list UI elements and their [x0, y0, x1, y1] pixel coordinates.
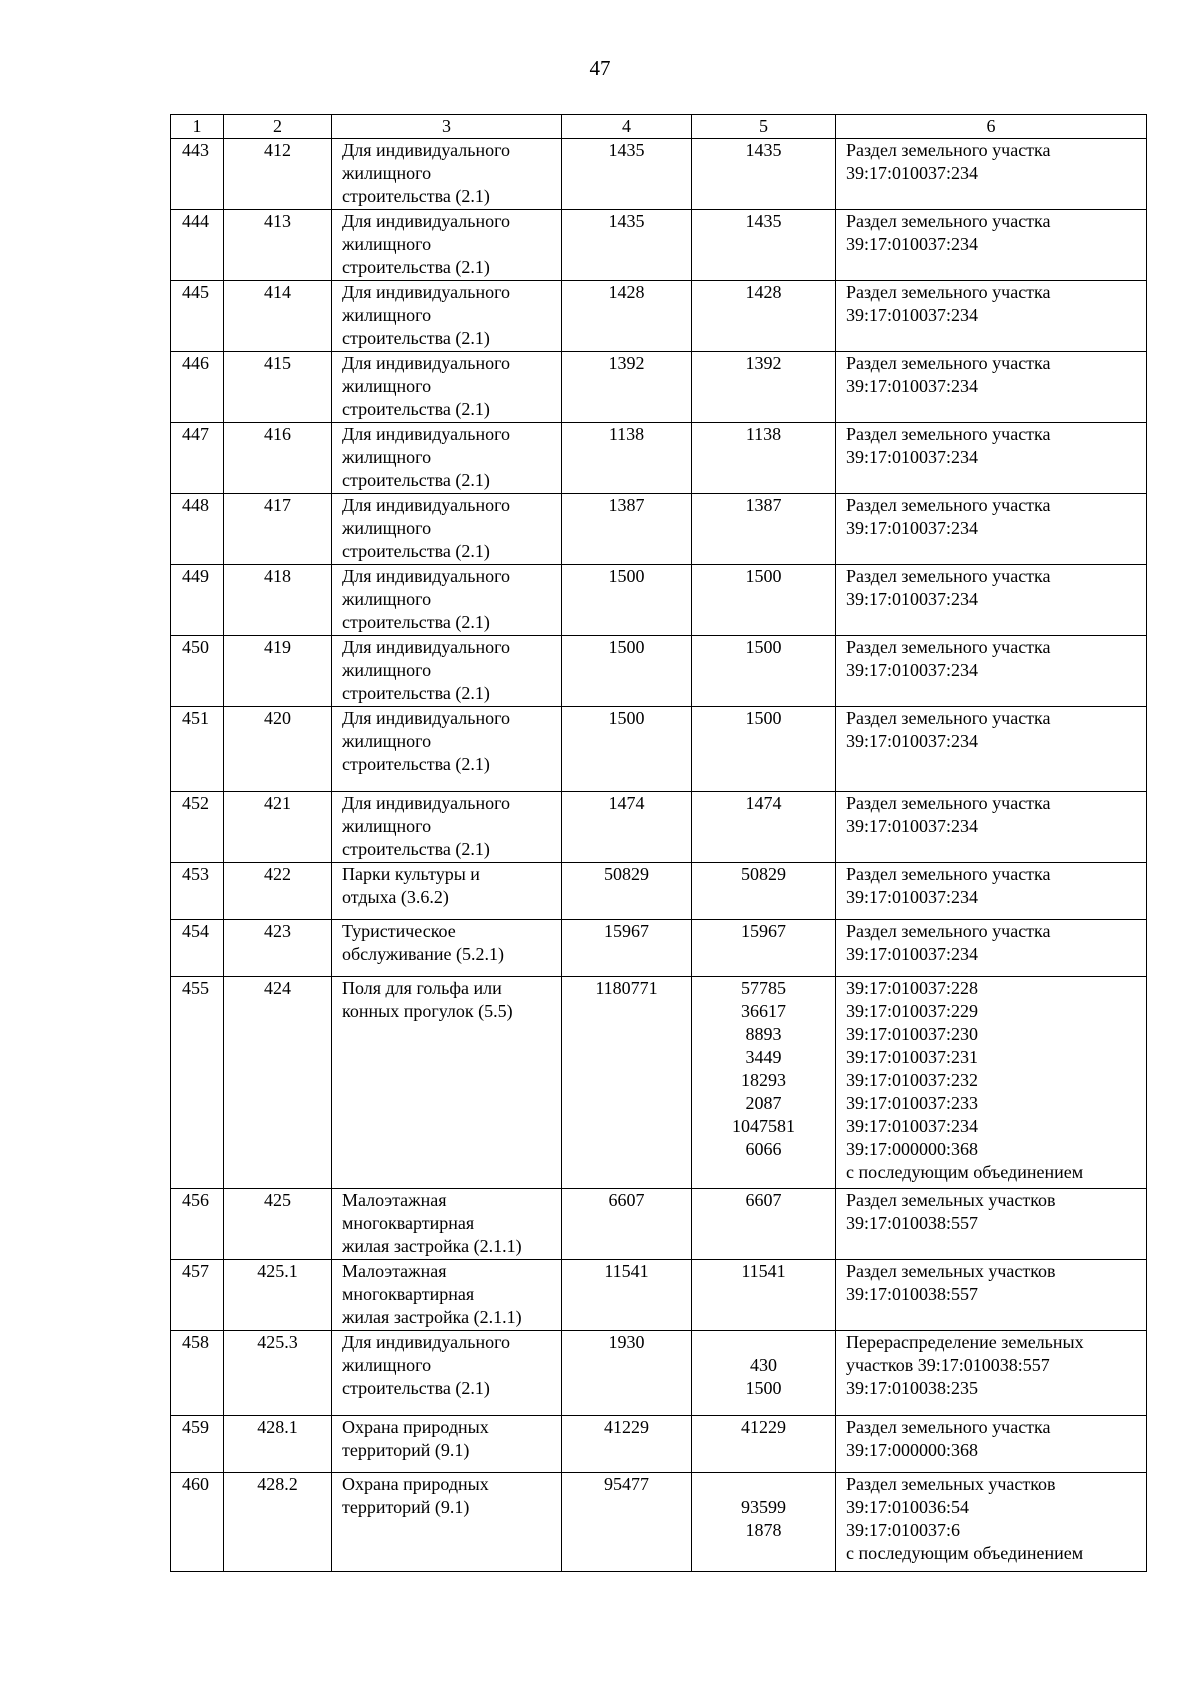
cell-line: Для индивидуального — [342, 495, 511, 515]
cell-line: 41229 — [604, 1417, 649, 1437]
table-row — [171, 423, 1147, 494]
table-cell-col6 — [836, 863, 1147, 920]
table-cell-col6 — [836, 977, 1147, 1189]
cell-line: Раздел земельного участка — [846, 424, 1051, 444]
table-cell-col5 — [692, 707, 836, 792]
cell-line: строительства (2.1) — [342, 470, 490, 490]
cell-line: 15967 — [604, 921, 649, 941]
table-cell-col2: 414 — [224, 281, 332, 352]
table-cell-col5 — [692, 565, 836, 636]
cell-line: 41229 — [741, 1417, 786, 1437]
table-row — [171, 1416, 1147, 1473]
cell-line: Раздел земельного участка — [846, 864, 1051, 884]
table-cell-col6 — [836, 636, 1147, 707]
table-cell-col4 — [562, 863, 692, 920]
table-cell-col2: 428.2 — [224, 1473, 332, 1572]
table-cell-col1: 447 — [171, 423, 224, 494]
table-cell-col6 — [836, 1260, 1147, 1331]
cell-line: строительства (2.1) — [342, 399, 490, 419]
table-cell-col3 — [332, 1473, 562, 1572]
cell-line: 1500 — [745, 708, 782, 728]
table-row — [171, 863, 1147, 920]
table-cell-col1: 453 — [171, 863, 224, 920]
cell-line: 1474 — [608, 793, 645, 813]
table-cell-col5 — [692, 210, 836, 281]
cell-line: жилая застройка (2.1.1) — [342, 1307, 522, 1327]
table-row — [171, 792, 1147, 863]
table-cell-col2: 428.1 — [224, 1416, 332, 1473]
table-cell-col1: 450 — [171, 636, 224, 707]
page-number: 47 — [589, 56, 611, 80]
table-cell-col1: 444 — [171, 210, 224, 281]
table-cell-col1: 460 — [171, 1473, 224, 1572]
table-cell-col5 — [692, 423, 836, 494]
cell-line: 1392 — [608, 353, 645, 373]
cell-line: Раздел земельных участков — [846, 1190, 1056, 1210]
table-cell-col1: 449 — [171, 565, 224, 636]
cell-line: жилищного — [342, 660, 432, 680]
cell-line: 18293 — [741, 1070, 786, 1090]
land-plots-table — [170, 114, 1147, 1572]
cell-line: 93599 — [741, 1497, 786, 1517]
cell-line: 39:17:010037:233 — [846, 1093, 979, 1113]
table-cell-col2: 424 — [224, 977, 332, 1189]
table-cell-col3 — [332, 210, 562, 281]
cell-line: с последующим объединением — [846, 1543, 1084, 1563]
cell-line: Раздел земельного участка — [846, 282, 1051, 302]
cell-line: Охрана природных — [342, 1417, 489, 1437]
table-cell-col3 — [332, 565, 562, 636]
table-cell-col2: 423 — [224, 920, 332, 977]
cell-line: жилищного — [342, 447, 432, 467]
table-cell-col1: 459 — [171, 1416, 224, 1473]
table-cell-col5 — [692, 139, 836, 210]
cell-line: жилищного — [342, 816, 432, 836]
cell-line: Раздел земельного участка — [846, 708, 1051, 728]
table-row — [171, 210, 1147, 281]
cell-line: 50829 — [604, 864, 649, 884]
table-cell-col5 — [692, 792, 836, 863]
table-cell-col6 — [836, 139, 1147, 210]
table-cell-col5 — [692, 352, 836, 423]
cell-line: Раздел земельного участка — [846, 211, 1051, 231]
cell-line: 1387 — [608, 495, 645, 515]
cell-line: строительства (2.1) — [342, 612, 490, 632]
table-cell-col1: 446 — [171, 352, 224, 423]
table-cell-col6 — [836, 565, 1147, 636]
cell-line: жилищного — [342, 234, 432, 254]
cell-line: 1474 — [745, 793, 782, 813]
table-cell-col6 — [836, 792, 1147, 863]
cell-line: 39:17:010037:234 — [846, 163, 979, 183]
table-row — [171, 352, 1147, 423]
cell-line: Раздел земельного участка — [846, 495, 1051, 515]
cell-line: 1500 — [608, 708, 645, 728]
table-cell-col3 — [332, 1331, 562, 1416]
table-cell-col3 — [332, 1416, 562, 1473]
table-cell-col3 — [332, 281, 562, 352]
cell-line: Раздел земельного участка — [846, 1417, 1051, 1437]
table-cell-col1: 456 — [171, 1189, 224, 1260]
cell-line: строительства (2.1) — [342, 683, 490, 703]
table-cell-col1: 443 — [171, 139, 224, 210]
table-cell-col5 — [692, 281, 836, 352]
table-cell-col6 — [836, 423, 1147, 494]
table-row — [171, 494, 1147, 565]
table-cell-col3 — [332, 139, 562, 210]
table-row — [171, 281, 1147, 352]
cell-line: 6066 — [745, 1139, 782, 1159]
cell-line: жилищного — [342, 305, 432, 325]
table-cell-col4 — [562, 1416, 692, 1473]
table-cell-col1: 458 — [171, 1331, 224, 1416]
cell-line: 11541 — [604, 1261, 649, 1281]
table-body — [171, 139, 1147, 1572]
cell-line: 39:17:010038:557 — [846, 1213, 979, 1233]
table-cell-col4 — [562, 636, 692, 707]
cell-line: 39:17:010037:234 — [846, 447, 979, 467]
cell-line: 15967 — [741, 921, 786, 941]
table-cell-col1: 451 — [171, 707, 224, 792]
cell-line: Для индивидуального — [342, 637, 511, 657]
table-cell-col5 — [692, 863, 836, 920]
cell-line: 57785 — [741, 978, 786, 998]
table-cell-col1: 454 — [171, 920, 224, 977]
cell-line: 39:17:010038:235 — [846, 1378, 979, 1398]
cell-line: 1435 — [745, 211, 782, 231]
table-cell-col1: 457 — [171, 1260, 224, 1331]
table-cell-col4 — [562, 281, 692, 352]
cell-line: 1500 — [745, 1378, 782, 1398]
cell-line — [698, 1331, 829, 1354]
table-row — [171, 707, 1147, 792]
table-cell-col2: 425 — [224, 1189, 332, 1260]
cell-line: Раздел земельного участка — [846, 140, 1051, 160]
table-cell-col5 — [692, 1331, 836, 1416]
cell-line: 1435 — [608, 140, 645, 160]
table-header — [171, 115, 1147, 139]
cell-line: строительства (2.1) — [342, 1378, 490, 1398]
table-row — [171, 920, 1147, 977]
cell-line: 1047581 — [732, 1116, 795, 1136]
cell-line: 39:17:010037:228 — [846, 978, 979, 998]
cell-line: территорий (9.1) — [342, 1440, 470, 1460]
cell-line: Раздел земельных участков — [846, 1261, 1056, 1281]
cell-line: 39:17:010037:234 — [846, 816, 979, 836]
cell-line: территорий (9.1) — [342, 1497, 470, 1517]
cell-line: строительства (2.1) — [342, 257, 490, 277]
table-row — [171, 565, 1147, 636]
table-cell-col2: 412 — [224, 139, 332, 210]
table-cell-col3 — [332, 977, 562, 1189]
table-cell-col6 — [836, 1416, 1147, 1473]
table-cell-col1: 448 — [171, 494, 224, 565]
table-cell-col1: 445 — [171, 281, 224, 352]
column-header: 3 — [332, 115, 562, 139]
cell-line: 39:17:000000:368 — [846, 1139, 979, 1159]
table-row — [171, 1331, 1147, 1416]
table-cell-col4 — [562, 707, 692, 792]
table-row — [171, 139, 1147, 210]
cell-line: Для индивидуального — [342, 353, 511, 373]
cell-line: жилищного — [342, 589, 432, 609]
cell-line: Раздел земельного участка — [846, 793, 1051, 813]
table-cell-col4 — [562, 792, 692, 863]
table-cell-col4 — [562, 494, 692, 565]
column-header: 1 — [171, 115, 224, 139]
cell-line: 39:17:010038:557 — [846, 1284, 979, 1304]
cell-line: 11541 — [741, 1261, 786, 1281]
cell-line: 39:17:010037:234 — [846, 518, 979, 538]
header-row — [171, 115, 1147, 139]
table-cell-col4 — [562, 1331, 692, 1416]
table-cell-col5 — [692, 1416, 836, 1473]
table-cell-col6 — [836, 920, 1147, 977]
cell-line: 1878 — [745, 1520, 782, 1540]
cell-line: 39:17:010037:231 — [846, 1047, 979, 1067]
cell-line: Для индивидуального — [342, 424, 511, 444]
table-cell-col2: 425.3 — [224, 1331, 332, 1416]
table-cell-col3 — [332, 1189, 562, 1260]
table-cell-col2: 417 — [224, 494, 332, 565]
cell-line: 39:17:010037:234 — [846, 944, 979, 964]
cell-line: 95477 — [604, 1474, 649, 1494]
cell-line: 2087 — [745, 1093, 782, 1113]
cell-line: строительства (2.1) — [342, 328, 490, 348]
cell-line: жилищного — [342, 376, 432, 396]
cell-line: Малоэтажная — [342, 1261, 447, 1281]
cell-line: 39:17:010036:54 — [846, 1497, 970, 1517]
cell-line: строительства (2.1) — [342, 186, 490, 206]
table-cell-col5 — [692, 1260, 836, 1331]
table-cell-col1: 455 — [171, 977, 224, 1189]
table-cell-col3 — [332, 423, 562, 494]
cell-line: Перераспределение земельных — [846, 1332, 1084, 1352]
table-cell-col3 — [332, 792, 562, 863]
table-cell-col3 — [332, 707, 562, 792]
table-row — [171, 636, 1147, 707]
cell-line: 39:17:000000:368 — [846, 1440, 979, 1460]
cell-line: Для индивидуального — [342, 140, 511, 160]
table-cell-col6 — [836, 1189, 1147, 1260]
table-cell-col2: 420 — [224, 707, 332, 792]
cell-line: Для индивидуального — [342, 282, 511, 302]
table-cell-col4 — [562, 1189, 692, 1260]
table-cell-col4 — [562, 1473, 692, 1572]
cell-line: 1392 — [745, 353, 782, 373]
cell-line: отдыха (3.6.2) — [342, 887, 449, 907]
table-cell-col4 — [562, 210, 692, 281]
cell-line: 1428 — [745, 282, 782, 302]
column-header: 2 — [224, 115, 332, 139]
table-cell-col6 — [836, 1473, 1147, 1572]
table-cell-col2: 418 — [224, 565, 332, 636]
table-cell-col5 — [692, 1473, 836, 1572]
cell-line: Малоэтажная — [342, 1190, 447, 1210]
table-cell-col4 — [562, 423, 692, 494]
table-cell-col5 — [692, 636, 836, 707]
cell-line: 1435 — [745, 140, 782, 160]
table-cell-col5 — [692, 1189, 836, 1260]
table-row — [171, 1260, 1147, 1331]
table-row — [171, 977, 1147, 1189]
cell-line: 50829 — [741, 864, 786, 884]
cell-line: строительства (2.1) — [342, 754, 490, 774]
table-row — [171, 1189, 1147, 1260]
cell-line: многоквартирная — [342, 1213, 475, 1233]
cell-line: Раздел земельного участка — [846, 921, 1051, 941]
table-cell-col6 — [836, 494, 1147, 565]
cell-line: 39:17:010037:234 — [846, 234, 979, 254]
cell-line: 6607 — [608, 1190, 645, 1210]
table-cell-col2: 421 — [224, 792, 332, 863]
cell-line: 1428 — [608, 282, 645, 302]
cell-line: жилищного — [342, 1355, 432, 1375]
table-row — [171, 1473, 1147, 1572]
cell-line: 39:17:010037:6 — [846, 1520, 961, 1540]
cell-line: 1500 — [608, 637, 645, 657]
cell-line: Раздел земельного участка — [846, 566, 1051, 586]
cell-line: обслуживание (5.2.1) — [342, 944, 504, 964]
cell-line: Для индивидуального — [342, 793, 511, 813]
table-cell-col2: 425.1 — [224, 1260, 332, 1331]
cell-line: Раздел земельного участка — [846, 637, 1051, 657]
cell-line: 1180771 — [595, 978, 658, 998]
cell-line: 39:17:010037:234 — [846, 731, 979, 751]
table-cell-col1: 452 — [171, 792, 224, 863]
cell-line: Поля для гольфа или — [342, 978, 502, 998]
cell-line: Охрана природных — [342, 1474, 489, 1494]
cell-line: 1500 — [745, 637, 782, 657]
cell-line: 39:17:010037:232 — [846, 1070, 979, 1090]
cell-line: Раздел земельных участков — [846, 1474, 1056, 1494]
cell-line: строительства (2.1) — [342, 839, 490, 859]
cell-line: жилищного — [342, 163, 432, 183]
cell-line: 1500 — [608, 566, 645, 586]
table-cell-col3 — [332, 636, 562, 707]
cell-line: Парки культуры и — [342, 864, 480, 884]
cell-line: 39:17:010037:230 — [846, 1024, 979, 1044]
table-cell-col3 — [332, 494, 562, 565]
column-header: 6 — [836, 115, 1147, 139]
table-cell-col5 — [692, 494, 836, 565]
cell-line: Для индивидуального — [342, 1332, 511, 1352]
cell-line: 1435 — [608, 211, 645, 231]
table-cell-col2: 422 — [224, 863, 332, 920]
cell-line: 39:17:010037:229 — [846, 1001, 979, 1021]
cell-line: 39:17:010037:234 — [846, 305, 979, 325]
cell-line: жилая застройка (2.1.1) — [342, 1236, 522, 1256]
table-cell-col4 — [562, 920, 692, 977]
cell-line: с последующим объединением — [846, 1162, 1084, 1182]
table-cell-col6 — [836, 281, 1147, 352]
cell-line: 1930 — [608, 1332, 645, 1352]
cell-line: строительства (2.1) — [342, 541, 490, 561]
table-cell-col2: 413 — [224, 210, 332, 281]
cell-line: 39:17:010037:234 — [846, 589, 979, 609]
cell-line: 36617 — [741, 1001, 786, 1021]
table-cell-col6 — [836, 352, 1147, 423]
table-cell-col5 — [692, 920, 836, 977]
cell-line: 3449 — [745, 1047, 782, 1067]
cell-line: Раздел земельного участка — [846, 353, 1051, 373]
table-cell-col6 — [836, 1331, 1147, 1416]
cell-line: 1500 — [745, 566, 782, 586]
cell-line: 39:17:010037:234 — [846, 660, 979, 680]
table-cell-col6 — [836, 210, 1147, 281]
cell-line: конных прогулок (5.5) — [342, 1001, 513, 1021]
table-cell-col4 — [562, 352, 692, 423]
cell-line: 39:17:010037:234 — [846, 1116, 979, 1136]
column-header: 4 — [562, 115, 692, 139]
table-cell-col6 — [836, 707, 1147, 792]
table-cell-col2: 419 — [224, 636, 332, 707]
cell-line: 1138 — [745, 424, 782, 444]
cell-line: Туристическое — [342, 921, 456, 941]
table-cell-col4 — [562, 565, 692, 636]
cell-line: многоквартирная — [342, 1284, 475, 1304]
cell-line: 6607 — [745, 1190, 782, 1210]
cell-line: участков 39:17:010038:557 — [846, 1355, 1050, 1375]
table-cell-col4 — [562, 139, 692, 210]
cell-line — [698, 1473, 829, 1496]
table-cell-col4 — [562, 977, 692, 1189]
cell-line: жилищного — [342, 731, 432, 751]
cell-line: 8893 — [745, 1024, 782, 1044]
cell-line: Для индивидуального — [342, 566, 511, 586]
cell-line: Для индивидуального — [342, 708, 511, 728]
table-cell-col3 — [332, 352, 562, 423]
cell-line: Для индивидуального — [342, 211, 511, 231]
cell-line: 39:17:010037:234 — [846, 376, 979, 396]
table-cell-col2: 415 — [224, 352, 332, 423]
table-cell-col2: 416 — [224, 423, 332, 494]
cell-line: 1138 — [608, 424, 645, 444]
table-cell-col5 — [692, 977, 836, 1189]
table-cell-col4 — [562, 1260, 692, 1331]
table-cell-col3 — [332, 1260, 562, 1331]
cell-line: 39:17:010037:234 — [846, 887, 979, 907]
cell-line: 430 — [750, 1355, 777, 1375]
column-header: 5 — [692, 115, 836, 139]
cell-line: жилищного — [342, 518, 432, 538]
cell-line: 1387 — [745, 495, 782, 515]
table-cell-col3 — [332, 863, 562, 920]
table-cell-col3 — [332, 920, 562, 977]
